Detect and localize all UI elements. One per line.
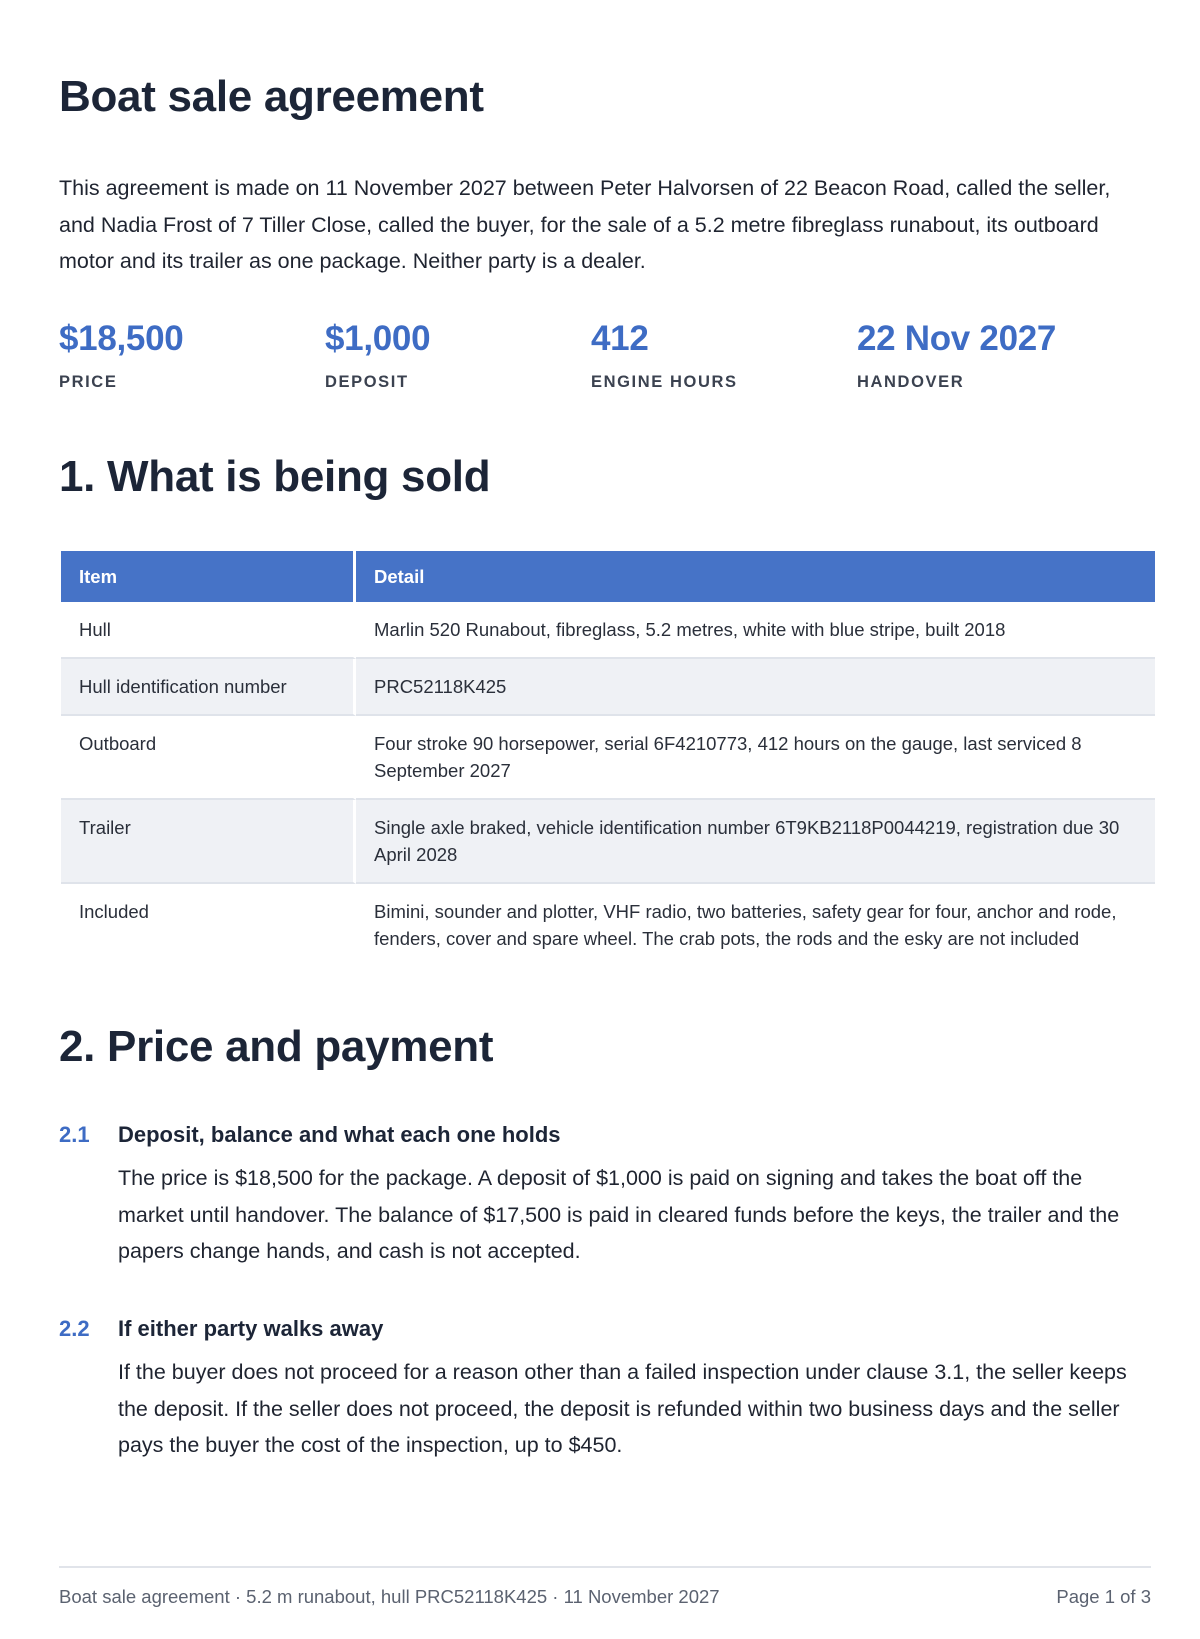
table-row: [61, 716, 1155, 800]
footer-page-number: Page 1 of 3: [1056, 1586, 1151, 1607]
stat-value: 412: [591, 319, 649, 358]
cell-item: Hull identification number: [61, 659, 356, 716]
stat-value: $18,500: [59, 319, 184, 358]
document-title: Boat sale agreement: [59, 72, 484, 121]
clause-body: The price is $18,500 for the package. A deposit of $1,000 is paid on signing and takes the boat off the market until handover. The balance of $17,500 is paid in cleared funds before the keys, the trailer and the papers change hands, and cash is not accepted.: [118, 1166, 1120, 1263]
clause-number: 2.1: [59, 1122, 90, 1147]
cell-detail: PRC52118K425: [356, 659, 1155, 716]
clause-number: 2.2: [59, 1316, 90, 1341]
stat-handover: [857, 318, 1056, 392]
items-table: [61, 551, 1155, 966]
table-row: [61, 884, 1155, 966]
stat-label: HANDOVER: [857, 373, 965, 391]
clause-title: Deposit, balance and what each one holds: [118, 1122, 561, 1147]
key-figures: [59, 318, 1179, 398]
cell-item: Outboard: [61, 716, 356, 800]
cell-detail: Bimini, sounder and plotter, VHF radio, two batteries, safety gear for four, anchor and rode, fenders, cover and spare wheel. The crab pots, the rods and the esky are not included: [374, 901, 1117, 949]
cell-item: Trailer: [61, 800, 356, 884]
stat-deposit: [325, 318, 430, 392]
stat-label: ENGINE HOURS: [591, 373, 738, 391]
table-row: [61, 800, 1155, 884]
stat-label: DEPOSIT: [325, 373, 409, 391]
table-row: [61, 602, 1155, 659]
cell-item: Included: [61, 884, 356, 966]
table-header-row: [61, 551, 1155, 602]
stat-label: PRICE: [59, 373, 118, 391]
stat-engine-hours: [591, 318, 738, 392]
stat-value: 22 Nov 2027: [857, 319, 1057, 358]
column-header-item: Item: [61, 551, 356, 602]
section-heading-what-is-sold: 1. What is being sold: [59, 452, 491, 501]
stat-price: [59, 318, 183, 392]
cell-item: Hull: [61, 602, 356, 659]
clause-title: If either party walks away: [118, 1316, 384, 1341]
clause-body: If the buyer does not proceed for a reason other than a failed inspection under clause 3.1, the seller keeps the deposit. If the seller does not proceed, the deposit is refunded within two business days and the seller pays the buyer the cost of the inspection, up to $450.: [118, 1360, 1127, 1457]
footer-divider: [59, 1566, 1151, 1568]
cell-detail: Single axle braked, vehicle identification number 6T9KB2118P0044219, registration due 30 April 2028: [356, 800, 1155, 884]
cell-detail: Marlin 520 Runabout, fibreglass, 5.2 metres, white with blue stripe, built 2018: [356, 602, 1155, 659]
column-header-detail: Detail: [356, 551, 1155, 602]
footer-document-reference: Boat sale agreement · 5.2 m runabout, hull PRC52118K425 · 11 November 2027: [59, 1586, 720, 1607]
section-heading-price-payment: 2. Price and payment: [59, 1022, 494, 1071]
stat-value: $1,000: [325, 319, 431, 358]
intro-paragraph: This agreement is made on 11 November 2027 between Peter Halvorsen of 22 Beacon Road, called the seller, and Nadia Frost of 7 Tiller Close, called the buyer, for the sale of a 5.2 metre fibreglass runabout, its outboard motor and its trailer as one package. Neither party is a dealer.: [59, 176, 1111, 273]
cell-detail: Four stroke 90 horsepower, serial 6F4210773, 412 hours on the gauge, last serviced 8 September 2027: [356, 716, 1155, 800]
table-row: [61, 659, 1155, 716]
